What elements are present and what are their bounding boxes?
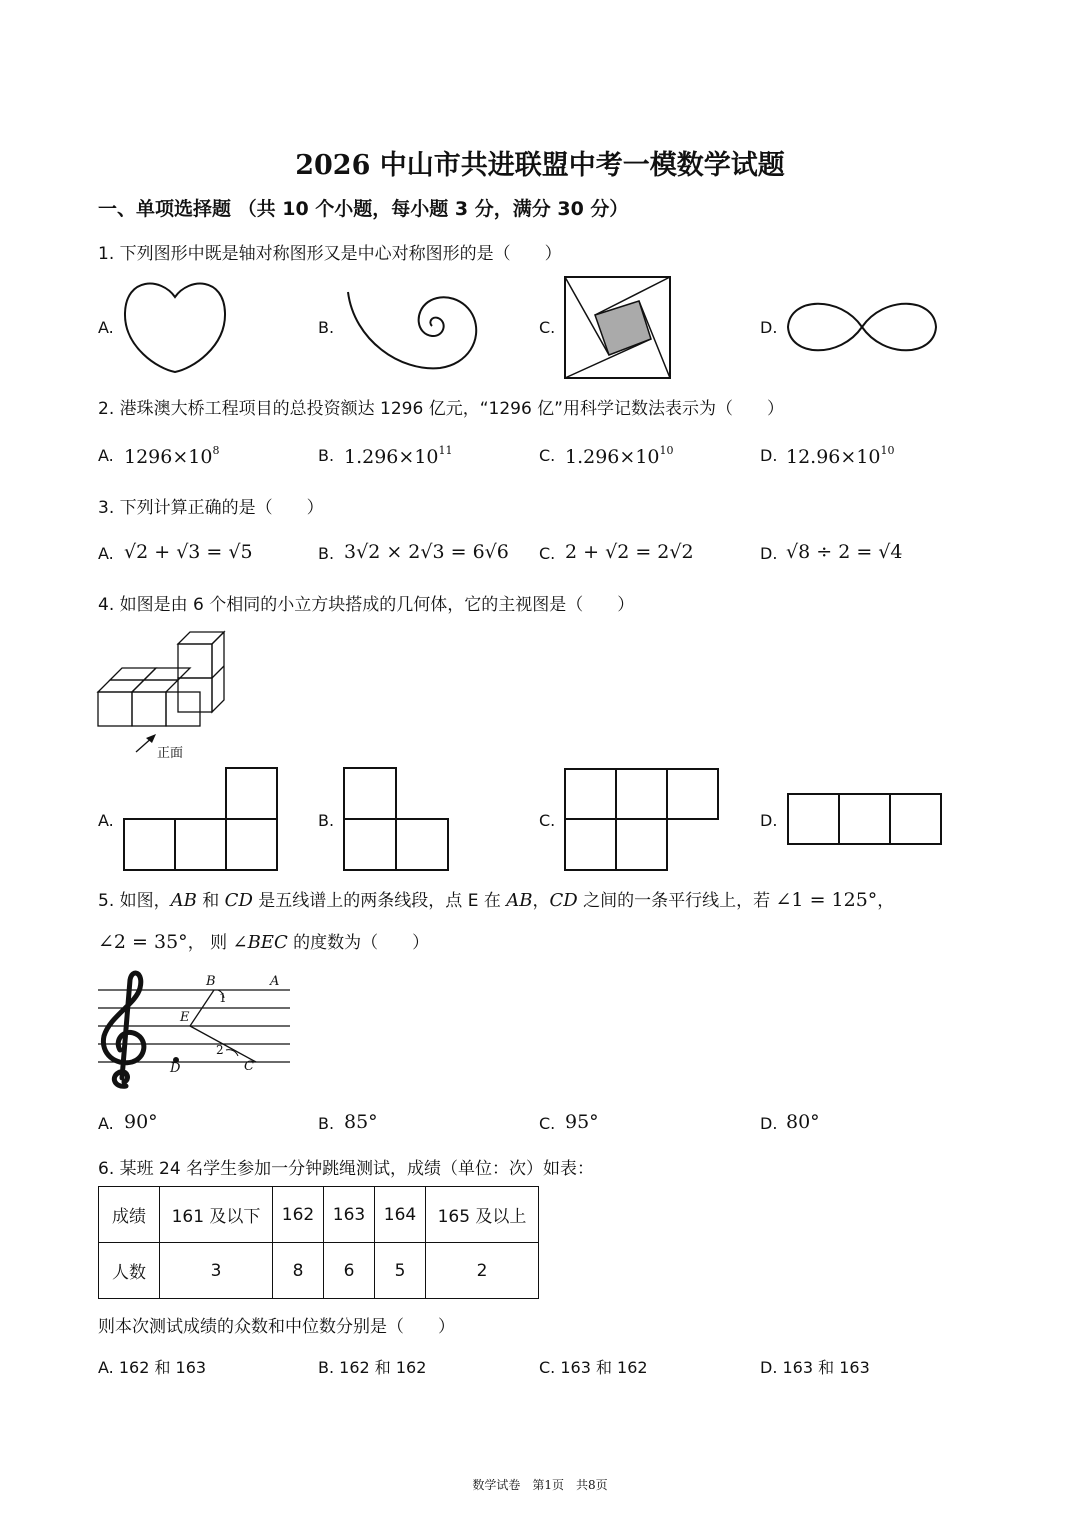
q1-option-c-label: C. bbox=[539, 318, 556, 337]
q4-option-d-figure bbox=[787, 793, 945, 847]
table-cell: 2 bbox=[426, 1243, 539, 1299]
q4-option-b-label: B. bbox=[318, 811, 335, 830]
q2-option-c-label: C. bbox=[539, 446, 556, 465]
fig-label-d: D bbox=[170, 1061, 181, 1076]
table-cell: 人数 bbox=[99, 1243, 160, 1299]
fig-label-a: A bbox=[270, 974, 280, 989]
fig-label-angle-2: 2 bbox=[216, 1043, 224, 1057]
q2-option-a-label: A. bbox=[98, 446, 114, 465]
q5-option-c: 95° bbox=[565, 1111, 599, 1133]
q2-option-c: $1.296\times 10^{10}$ bbox=[565, 444, 674, 468]
q5-option-d-label: D. bbox=[760, 1114, 778, 1133]
fig-label-e: E bbox=[180, 1010, 190, 1025]
q2-option-b-label: B. bbox=[318, 446, 335, 465]
question-5-stem: 5. 如图，AB 和 CD 是五线谱上的两条线段，点 E 在 AB，CD 之间的一条平行线上，若 ∠1 = 125°， bbox=[98, 889, 895, 911]
q4-option-d-label: D. bbox=[760, 811, 778, 830]
question-1-stem: 1. 下列图形中既是轴对称图形又是中心对称图形的是（ ） bbox=[98, 244, 562, 264]
table-cell: 8 bbox=[273, 1243, 324, 1299]
q4-option-c-figure bbox=[564, 768, 722, 872]
q2-option-d-label: D. bbox=[760, 446, 778, 465]
table-cell: 3 bbox=[160, 1243, 273, 1299]
staff-figure bbox=[96, 968, 296, 1093]
fig-label-angle-1: 1 bbox=[219, 991, 227, 1005]
question-3-stem: 3. 下列计算正确的是（ ） bbox=[98, 498, 324, 518]
q4-option-a-label: A. bbox=[98, 811, 114, 830]
q3-option-d-label: D. bbox=[760, 544, 778, 563]
question-5-stem-line2: ∠2 = 35°， 则 ∠BEC 的度数为（ ） bbox=[98, 931, 430, 953]
q4-option-b-figure bbox=[343, 768, 451, 872]
table-row bbox=[99, 1187, 539, 1243]
q5-option-c-label: C. bbox=[539, 1114, 556, 1133]
q3-option-b: 3√2 × 2√3 = 6√6 bbox=[344, 541, 509, 563]
fig-label-b: B bbox=[206, 974, 216, 989]
spiral-figure bbox=[340, 290, 480, 380]
q3-option-a: √2 + √3 = √5 bbox=[124, 541, 253, 563]
table-cell: 163 bbox=[324, 1187, 375, 1243]
q6-option-d: D. 163 和 163 bbox=[760, 1358, 870, 1377]
q2-option-a: $1296\times 10^8$ bbox=[124, 444, 220, 468]
q5-option-a-label: A. bbox=[98, 1114, 114, 1133]
question-6-ask: 则本次测试成绩的众数和中位数分别是（ ） bbox=[98, 1317, 455, 1337]
table-row bbox=[99, 1243, 539, 1299]
q1-option-d-label: D. bbox=[760, 318, 778, 337]
q6-option-a: A. 162 和 163 bbox=[98, 1358, 207, 1377]
table-cell: 成绩 bbox=[99, 1187, 160, 1243]
q5-option-a: 90° bbox=[124, 1111, 158, 1133]
cube-stack-figure bbox=[96, 628, 236, 758]
question-4-stem: 4. 如图是由 6 个相同的小立方块搭成的几何体，它的主视图是（ ） bbox=[98, 595, 635, 615]
section-heading: 一、单项选择题 （共 10 个小题，每小题 3 分，满分 30 分） bbox=[98, 198, 629, 220]
q5-option-b-label: B. bbox=[318, 1114, 335, 1133]
page-footer: 数学试卷 第1页 共8页 bbox=[472, 1478, 608, 1492]
q5-option-d: 80° bbox=[786, 1111, 820, 1133]
page-title: 2026 中山市共进联盟中考一模数学试题 bbox=[295, 150, 785, 181]
table-cell: 161 及以下 bbox=[160, 1187, 273, 1243]
q3-option-a-label: A. bbox=[98, 544, 114, 563]
table-cell: 162 bbox=[273, 1187, 324, 1243]
q3-option-b-label: B. bbox=[318, 544, 335, 563]
q4-option-c-label: C. bbox=[539, 811, 556, 830]
question-6-stem: 6. 某班 24 名学生参加一分钟跳绳测试，成绩（单位：次）如表： bbox=[98, 1159, 595, 1179]
q6-option-c: C. 163 和 162 bbox=[539, 1358, 648, 1377]
q3-option-d: √8 ÷ 2 = √4 bbox=[786, 541, 903, 563]
front-view-label: 正面 bbox=[157, 746, 184, 761]
fig-label-c: C bbox=[244, 1059, 254, 1074]
table-cell: 165 及以上 bbox=[426, 1187, 539, 1243]
q1-option-a-label: A. bbox=[98, 318, 114, 337]
infinity-figure bbox=[785, 295, 940, 360]
score-table bbox=[98, 1186, 539, 1299]
q2-option-d: $12.96\times 10^{10}$ bbox=[786, 444, 895, 468]
square-pinwheel-figure bbox=[563, 275, 673, 380]
q1-option-b-label: B. bbox=[318, 318, 335, 337]
question-2-stem: 2. 港珠澳大桥工程项目的总投资额达 1296 亿元，“1296 亿”用科学记数法表示为（ ） bbox=[98, 399, 784, 419]
q5-option-b: 85° bbox=[344, 1111, 378, 1133]
q4-option-a-figure bbox=[123, 768, 281, 872]
q2-option-b: $1.296\times 10^{11}$ bbox=[344, 444, 453, 468]
table-cell: 6 bbox=[324, 1243, 375, 1299]
table-cell: 164 bbox=[375, 1187, 426, 1243]
q3-option-c: 2 + √2 = 2√2 bbox=[565, 541, 694, 563]
table-cell: 5 bbox=[375, 1243, 426, 1299]
q6-option-b: B. 162 和 162 bbox=[318, 1358, 427, 1377]
heart-figure bbox=[118, 275, 233, 375]
q3-option-c-label: C. bbox=[539, 544, 556, 563]
